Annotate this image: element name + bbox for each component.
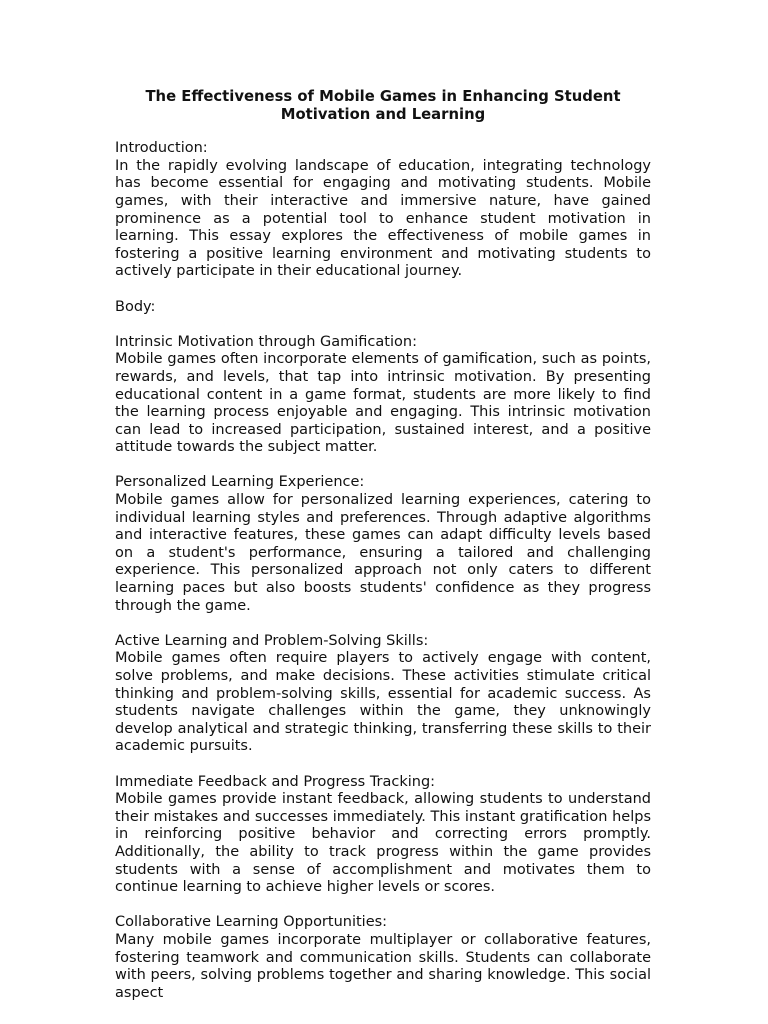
section-body: Mobile games provide instant feedback, allowing students to understand their mistakes and successes immediately. This instant gratification helps in reinforcing positive behavior and correcting errors promptly. Additionally, the ability to track progress within the game provides students with a sense of accomplishment and motivates them to continue learning to achieve higher levels or scores. [115, 791, 651, 896]
section-intrinsic-motivation [115, 334, 651, 457]
section-immediate-feedback [115, 774, 651, 897]
section-collaborative-learning [115, 914, 651, 1002]
section-body: Many mobile games incorporate multiplayer or collaborative features, fostering teamwork and communication skills. Students can collaborate with peers, solving problems together and sharing knowledge. This social aspect [115, 931, 651, 1001]
section-body: Mobile games often incorporate elements of gamification, such as points, rewards, and levels, that tap into intrinsic motivation. By presenting educational content in a game format, students are more likely to find the learning process enjoyable and engaging. This intrinsic motivation can lead to increased participation, sustained interest, and a positive attitude towards the subject matter. [115, 351, 651, 456]
section-personalized-learning [115, 474, 651, 615]
section-heading: Collaborative Learning Opportunities: [115, 914, 388, 931]
section-body: Mobile games allow for personalized learning experiences, catering to individual learning styles and preferences. Through adaptive algorithms and interactive features, these games can adapt difficulty levels based on a student's performance, ensuring a tailored and challenging experience. This personalized approach not only caters to different learning paces but also boosts students' confidence as they progress through the game. [115, 492, 651, 614]
section-heading: Introduction: [115, 140, 208, 157]
section-body-label [115, 299, 651, 317]
section-body: In the rapidly evolving landscape of education, integrating technology has become essential for engaging and motivating students. Mobile games, with their interactive and immersive nature, have gained prominence as a potential tool to enhance student motivation in learning. This essay explores the effectiveness of mobile games in fostering a positive learning environment and motivating students to actively participate in their educational journey. [115, 157, 651, 280]
section-heading: Body: [115, 298, 156, 315]
section-heading: Intrinsic Motivation through Gamification: [115, 333, 417, 350]
section-introduction [115, 140, 651, 281]
section-heading: Active Learning and Problem-Solving Skills: [115, 632, 429, 649]
section-active-learning [115, 633, 651, 756]
section-body: Mobile games often require players to actively engage with content, solve problems, and make decisions. These activities stimulate critical thinking and problem-solving skills, essential for academic success. As students navigate challenges within the game, they unknowingly develop analytical and strategic thinking, transferring these skills to their academic pursuits. [115, 650, 651, 755]
document-title: The Effectiveness of Mobile Games in Enhancing Student Motivation and Learning [145, 88, 621, 123]
document-page [115, 88, 651, 1020]
section-heading: Immediate Feedback and Progress Tracking: [115, 773, 436, 790]
section-heading: Personalized Learning Experience: [115, 474, 365, 491]
